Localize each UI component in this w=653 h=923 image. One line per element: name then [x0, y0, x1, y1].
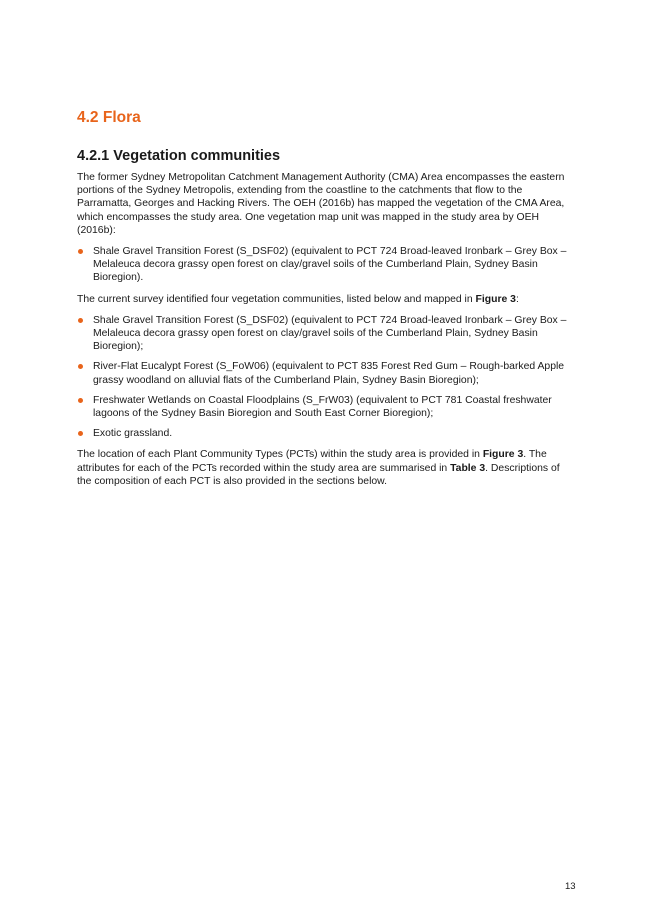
list-item-text: Exotic grassland.	[93, 428, 173, 440]
list-item-text: Shale Gravel Transition Forest (S_DSF02) (equivalent to PCT 724 Broad-leaved Ironbark – Grey Box – Melaleuca decora grassy open forest on clay/gravel soils of the Cumberland Plain, Sydney Basin Bioregion);	[93, 314, 567, 353]
table-reference: Table 3	[450, 462, 486, 474]
subsection-heading: 4.2.1 Vegetation communities	[77, 148, 281, 164]
list-item-text: Freshwater Wetlands on Coastal Floodplains (S_FrW03) (equivalent to PCT 781 Coastal freshwater lagoons of the Sydney Basin Bioregion and South East Corner Bioregion);	[93, 394, 552, 420]
bullet-icon	[78, 318, 83, 323]
section-heading: 4.2 Flora	[77, 109, 141, 126]
list-item	[77, 314, 573, 354]
list-item	[77, 245, 573, 285]
list-item-text: River-Flat Eucalypt Forest (S_FoW06) (equivalent to PCT 835 Forest Red Gum – Rough-barked Apple grassy woodland on alluvial flats of the Cumberland Plain, Sydney Basin Bioregion);	[93, 361, 565, 386]
bullet-icon	[78, 364, 83, 369]
list-item	[77, 427, 573, 440]
list-item	[77, 360, 573, 386]
closing-paragraph	[77, 448, 573, 488]
mapped-units-list	[77, 245, 573, 285]
paragraph-text: The current survey identified four vegetation communities, listed below and mapped in	[77, 293, 476, 305]
communities-list	[77, 314, 573, 441]
bullet-icon	[78, 431, 83, 436]
intro-paragraph: The former Sydney Metropolitan Catchment Management Authority (CMA) Area encompasses the eastern portions of the Sydney Metropolis, extending from the coastline to the catchments that flow to the Parramatta, Georges and Hacking Rivers. The OEH (2016b) has mapped the vegetation of the CMA Area, which encompasses the study area. One vegetation map unit was mapped in the study area by OEH (2016b):	[77, 172, 565, 236]
figure-reference: Figure 3	[482, 449, 524, 461]
bullet-icon	[78, 249, 83, 254]
paragraph-text: The location of each Plant Community Types (PCTs) within the study area is provided in	[77, 449, 483, 461]
list-item	[77, 394, 573, 420]
figure-reference: Figure 3	[475, 293, 516, 305]
paragraph-text: . The attributes for each of the PCTs recorded within the study area are summarised in	[77, 449, 547, 474]
paragraph-suffix: :	[515, 293, 519, 305]
body-content	[77, 171, 573, 496]
page-number: 13	[565, 881, 576, 892]
survey-paragraph	[77, 293, 573, 306]
list-item-text: Shale Gravel Transition Forest (S_DSF02) (equivalent to PCT 724 Broad-leaved Ironbark – Grey Box – Melaleuca decora grassy open forest on clay/gravel soils of the Cumberland Plain, Sydney Basin Bioregion).	[93, 246, 567, 284]
paragraph-text: . Descriptions of the composition of each PCT is also provided in the sections below.	[77, 462, 560, 487]
bullet-icon	[78, 398, 83, 403]
